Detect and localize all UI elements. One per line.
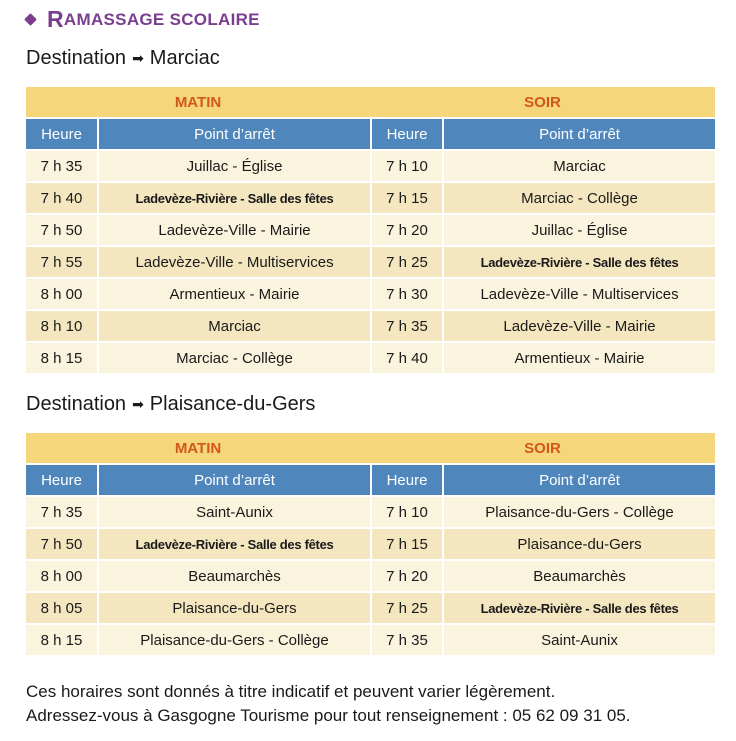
morning-stop: Ladevèze-Rivière - Salle des fêtes xyxy=(97,183,370,213)
destination-label: Destination xyxy=(26,393,127,415)
evening-time: 7 h 15 xyxy=(370,529,442,559)
column-header-stop: Point d’arrêt xyxy=(97,119,370,149)
morning-time: 7 h 50 xyxy=(26,529,97,559)
column-header-time: Heure xyxy=(26,119,97,149)
evening-stop: Armentieux - Mairie xyxy=(442,343,715,373)
schedule-table-marciac xyxy=(26,85,715,375)
diamond-bullet-icon xyxy=(24,13,37,26)
evening-time: 7 h 35 xyxy=(370,311,442,341)
evening-stop: Marciac - Collège xyxy=(442,183,715,213)
footer-line-1: Ces horaires sont donnés à titre indicatif et peuvent varier légèrement. xyxy=(26,682,556,701)
schedule-row xyxy=(26,151,715,181)
morning-stop: Plaisance-du-Gers xyxy=(97,593,370,623)
evening-time: 7 h 40 xyxy=(370,343,442,373)
schedule-row xyxy=(26,279,715,309)
evening-stop: Plaisance-du-Gers - Collège xyxy=(442,497,715,527)
evening-stop: Saint-Aunix xyxy=(442,625,715,655)
destination-name: Plaisance-du-Gers xyxy=(149,393,316,415)
morning-stop: Armentieux - Mairie xyxy=(97,279,370,309)
evening-stop: Marciac xyxy=(442,151,715,181)
schedule-row xyxy=(26,529,715,559)
evening-time: 7 h 10 xyxy=(370,497,442,527)
page-title-initial: R xyxy=(47,6,64,32)
morning-time: 7 h 35 xyxy=(26,151,97,181)
evening-stop: Beaumarchès xyxy=(442,561,715,591)
morning-time: 8 h 05 xyxy=(26,593,97,623)
period-label-evening: SOIR xyxy=(370,433,715,463)
arrow-right-icon: ➡ xyxy=(132,396,144,412)
page-title-rest: AMASSAGE SCOLAIRE xyxy=(63,9,260,29)
arrow-right-icon: ➡ xyxy=(132,50,144,66)
evening-time: 7 h 10 xyxy=(370,151,442,181)
footer-line-2: Adressez-vous à Gasgogne Tourisme pour tout renseignement : 05 62 09 31 05. xyxy=(26,706,631,725)
evening-stop: Juillac - Église xyxy=(442,215,715,245)
column-header-time: Heure xyxy=(370,465,442,495)
morning-stop: Plaisance-du-Gers - Collège xyxy=(97,625,370,655)
evening-time: 7 h 35 xyxy=(370,625,442,655)
column-header-stop: Point d’arrêt xyxy=(442,119,715,149)
evening-time: 7 h 20 xyxy=(370,215,442,245)
column-header-stop: Point d’arrêt xyxy=(442,465,715,495)
morning-stop: Beaumarchès xyxy=(97,561,370,591)
morning-stop: Juillac - Église xyxy=(97,151,370,181)
schedule-row xyxy=(26,625,715,655)
evening-time: 7 h 15 xyxy=(370,183,442,213)
schedule-row xyxy=(26,593,715,623)
period-band-row xyxy=(26,87,715,117)
morning-stop: Ladevèze-Ville - Mairie xyxy=(97,215,370,245)
morning-time: 7 h 50 xyxy=(26,215,97,245)
evening-stop: Plaisance-du-Gers xyxy=(442,529,715,559)
morning-stop: Ladevèze-Rivière - Salle des fêtes xyxy=(97,529,370,559)
evening-time: 7 h 20 xyxy=(370,561,442,591)
period-label-evening: SOIR xyxy=(370,87,715,117)
period-band-row xyxy=(26,433,715,463)
footer-note xyxy=(26,680,631,728)
morning-time: 7 h 35 xyxy=(26,497,97,527)
morning-time: 7 h 55 xyxy=(26,247,97,277)
column-header-time: Heure xyxy=(26,465,97,495)
schedule-row xyxy=(26,497,715,527)
morning-stop: Marciac xyxy=(97,311,370,341)
morning-time: 8 h 00 xyxy=(26,561,97,591)
page-title xyxy=(26,6,260,33)
morning-time: 8 h 10 xyxy=(26,311,97,341)
morning-stop: Saint-Aunix xyxy=(97,497,370,527)
schedule-row xyxy=(26,311,715,341)
schedule-row xyxy=(26,215,715,245)
evening-time: 7 h 25 xyxy=(370,247,442,277)
destination-heading-plaisance xyxy=(26,393,315,416)
column-header-time: Heure xyxy=(370,119,442,149)
column-header-stop: Point d’arrêt xyxy=(97,465,370,495)
destination-heading-marciac xyxy=(26,47,220,70)
destination-label: Destination xyxy=(26,47,127,69)
schedule-row xyxy=(26,561,715,591)
morning-time: 8 h 15 xyxy=(26,625,97,655)
schedule-table-plaisance xyxy=(26,431,715,657)
evening-time: 7 h 30 xyxy=(370,279,442,309)
evening-stop: Ladevèze-Rivière - Salle des fêtes xyxy=(442,247,715,277)
morning-time: 8 h 15 xyxy=(26,343,97,373)
schedule-row xyxy=(26,247,715,277)
evening-stop: Ladevèze-Rivière - Salle des fêtes xyxy=(442,593,715,623)
column-header-row xyxy=(26,119,715,149)
period-label-morning: MATIN xyxy=(26,433,370,463)
column-header-row xyxy=(26,465,715,495)
schedule-row xyxy=(26,343,715,373)
evening-stop: Ladevèze-Ville - Mairie xyxy=(442,311,715,341)
evening-stop: Ladevèze-Ville - Multiservices xyxy=(442,279,715,309)
period-label-morning: MATIN xyxy=(26,87,370,117)
morning-time: 8 h 00 xyxy=(26,279,97,309)
morning-time: 7 h 40 xyxy=(26,183,97,213)
morning-stop: Ladevèze-Ville - Multiservices xyxy=(97,247,370,277)
morning-stop: Marciac - Collège xyxy=(97,343,370,373)
destination-name: Marciac xyxy=(149,47,220,69)
schedule-row xyxy=(26,183,715,213)
evening-time: 7 h 25 xyxy=(370,593,442,623)
